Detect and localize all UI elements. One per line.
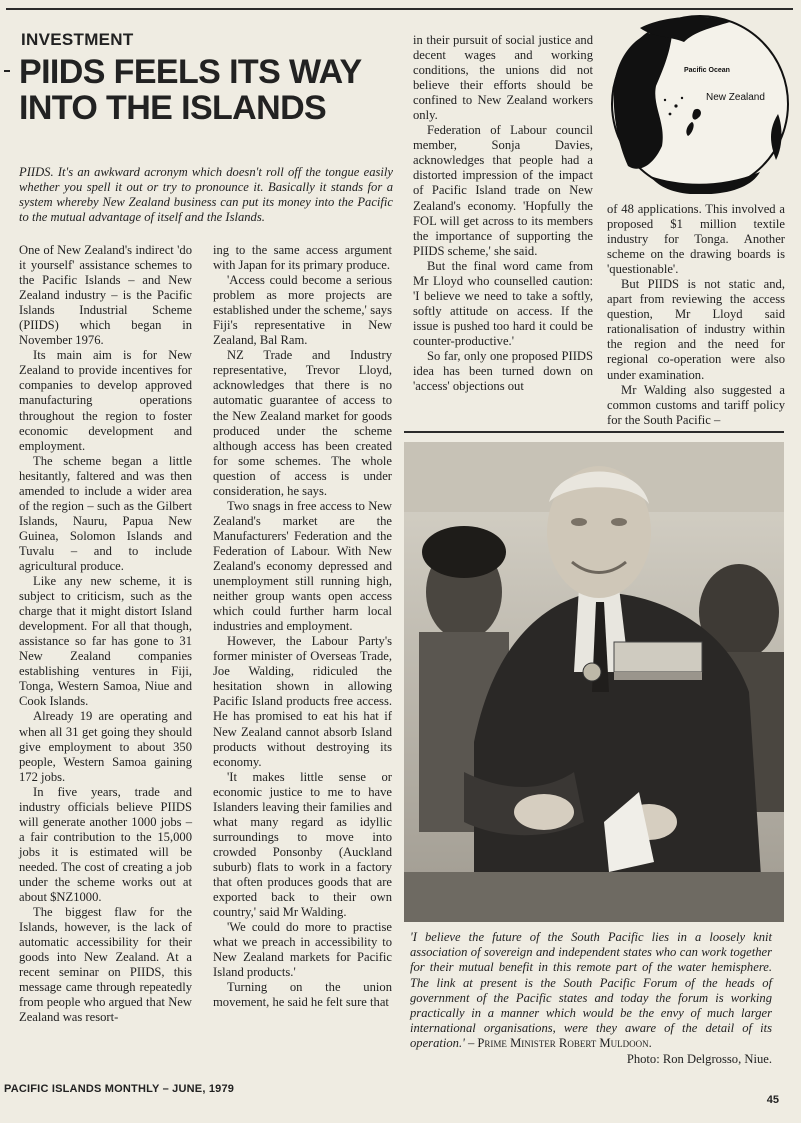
pacific-ocean-label: Pacific Ocean: [684, 67, 730, 74]
islands-dot: [664, 99, 666, 101]
article-paragraph: ing to the same access argument with Japan for its primary produce.: [213, 243, 392, 273]
article-paragraph: Like any new scheme, it is subject to criticism, such as the charge that it might distort Island development. For all that though, assistance so far has gone to 31 New Zealand companies establishing ventures in Fiji, Tonga, Western Samoa, Niue and Cook Islands.: [19, 574, 192, 709]
medal: [583, 663, 601, 681]
top-rule: [6, 8, 793, 10]
article-paragraph: The scheme began a little hesitantly, faltered and was then amended to include a wider area of the region – such as the Gilbert Islands, Nauru, Papua New Guinea, Solomon Islands and Tuvalu – and to include agricultural produce.: [19, 453, 192, 573]
article-paragraph: 'Access could become a serious problem as more projects are established under the scheme,' says Fiji's representative in New Zealand, Bal Ram.: [213, 273, 392, 348]
article-paragraph: of 48 applications. This involved a proposed $1 million textile industry for Tonga. Another scheme on the drawing boards is 'questionable'.: [607, 202, 785, 277]
intro-standfirst: PIIDS. It's an awkward acronym which doesn't roll off the tongue easily whether you spell it out or try to pronounce it. Basically it stands for a system whereby New Zealand business can put its money into the Pacific to the mutual advantage of itself and the Islands.: [19, 165, 393, 224]
article-paragraph: Already 19 are operating and when all 31 get going they should give employment to about 350 people, Western Samoa gaining 172 jobs.: [19, 709, 192, 784]
article-paragraph: 'We could do more to practise what we preach in accessibility to New Zealand markets for Pacific Island products.': [213, 920, 392, 980]
section-rule: [404, 431, 784, 433]
article-paragraph: in their pursuit of social justice and decent wages and working conditions, the unions did not believe their efforts should be confined to New Zealand workers only.: [413, 33, 593, 123]
article-paragraph: Federation of Labour council member, Sonja Davies, acknowledges that people had a distorted impression of the impact of Pacific Island trade on New Zealand's economy. 'Hopfully the FOL will get across to its members the importance of supporting the PIIDS scheme,' she said.: [413, 123, 593, 258]
islands-dot: [681, 97, 683, 99]
article-paragraph: 'It makes little sense or economic justice to me to have Islanders leaving their families and what many regard as idyllic surroundings to move into crowded Ponsonby (Auckland suburb) flats to work in a factory that often produces goods that are exported back to their own country,' said Mr Walding.: [213, 769, 392, 920]
article-paragraph: Mr Walding also suggested a common customs and tariff policy for the South Pacific –: [607, 382, 785, 427]
article-column-2: [213, 243, 392, 1010]
photo-credit: Photo: Ron Delgrosso, Niue.: [626, 1051, 772, 1066]
islands-dot: [674, 104, 677, 107]
photo-caption: [410, 930, 772, 1067]
article-paragraph: So far, only one proposed PIIDS idea has been turned down on 'access' objections out: [413, 348, 593, 394]
article-paragraph: Turning on the union movement, he said he felt sure that: [213, 980, 392, 1010]
hand: [514, 794, 574, 830]
article-column-3: [413, 33, 593, 394]
page-number: 45: [766, 1094, 779, 1106]
section-kicker: INVESTMENT: [21, 30, 134, 49]
muldoon-photo: [404, 442, 784, 922]
article-paragraph: One of New Zealand's indirect 'do it yourself' assistance schemes to the Pacific Islands – and New Zealand industry – is the Pacific Islands Industrial Scheme (PIIDS) which began in November 1976.: [19, 243, 192, 348]
article-column-4: [607, 202, 785, 428]
headline: PIIDS FEELS ITS WAY INTO THE ISLANDS: [19, 53, 361, 127]
article-paragraph: However, the Labour Party's former minister of Overseas Trade, Joe Walding, ridiculed the hesitation shown in allowing Pacific Island products free access. He has promised to eat his hat if New Zealand cannot absorb Island products without destroying its economy.: [213, 634, 392, 769]
caption-quote: 'I believe the future of the South Pacific lies in a loosely knit association of sovereign and independent states who can work together for their mutual benefit in this remote part of the water hemisphere. The link at present is the South Pacific Forum of the heads of government of the Pacific states and today the forum is working practically in a manner which would be the envy of much larger international organisations, were they aware of the detail of its operation.': [410, 930, 772, 1051]
medal-ribbons: [614, 642, 702, 672]
article-paragraph: In five years, trade and industry officials believe PIIDS will generate another 1000 jobs – a fair contribution to the 15,000 jobs it is estimated will be needed. The cost of creating a job under the scheme works out at about $NZ1000.: [19, 784, 192, 905]
magazine-footer: PACIFIC ISLANDS MONTHLY – JUNE, 1979: [4, 1083, 235, 1095]
caption-attribution: – Prime Minister Robert Muldoon.: [467, 1036, 652, 1051]
margin-mark: [4, 70, 10, 72]
pacific-map-globe: [610, 14, 790, 194]
article-paragraph: But the final word came from Mr Lloyd who counselled caution: 'I believe we need to take a softly, softly attitude on access. If the issue is pushed too hard it could be counter-productive.': [413, 258, 593, 348]
article-column-1: [19, 243, 192, 1025]
article-paragraph: But PIIDS is not static and, apart from reviewing the access question, Mr Lloyd said rationalisation of industry within the region and the need for regional co-operation were also under examination.: [607, 277, 785, 382]
article-paragraph: Two snags in free access to New Zealand's market are the Manufacturers' Federation and the Federation of Labour. With New Zealand's economy depressed and unemployment still running high, neither group wants open access which could further harm local industries and employment.: [213, 498, 392, 634]
islands-dot: [669, 113, 672, 116]
article-paragraph: Its main aim is for New Zealand to provide incentives for companies to develop approved manufacturing operations throughout the region to foster economic development and employment.: [19, 348, 192, 453]
article-paragraph: The biggest flaw for the Islands, however, is the lack of automatic accessibility for their goods into New Zealand. At a recent seminar on PIIDS, this message came through repeatedly from people who argued that New Zealand was resort-: [19, 905, 192, 1025]
new-zealand-label: New Zealand: [706, 92, 765, 103]
article-paragraph: NZ Trade and Industry representative, Trevor Lloyd, acknowledges that there is no automatic guarantee of access to the New Zealand market for goods produced under the scheme although access has been created for some schemes. The whole question of access is under consideration, he says.: [213, 348, 392, 498]
